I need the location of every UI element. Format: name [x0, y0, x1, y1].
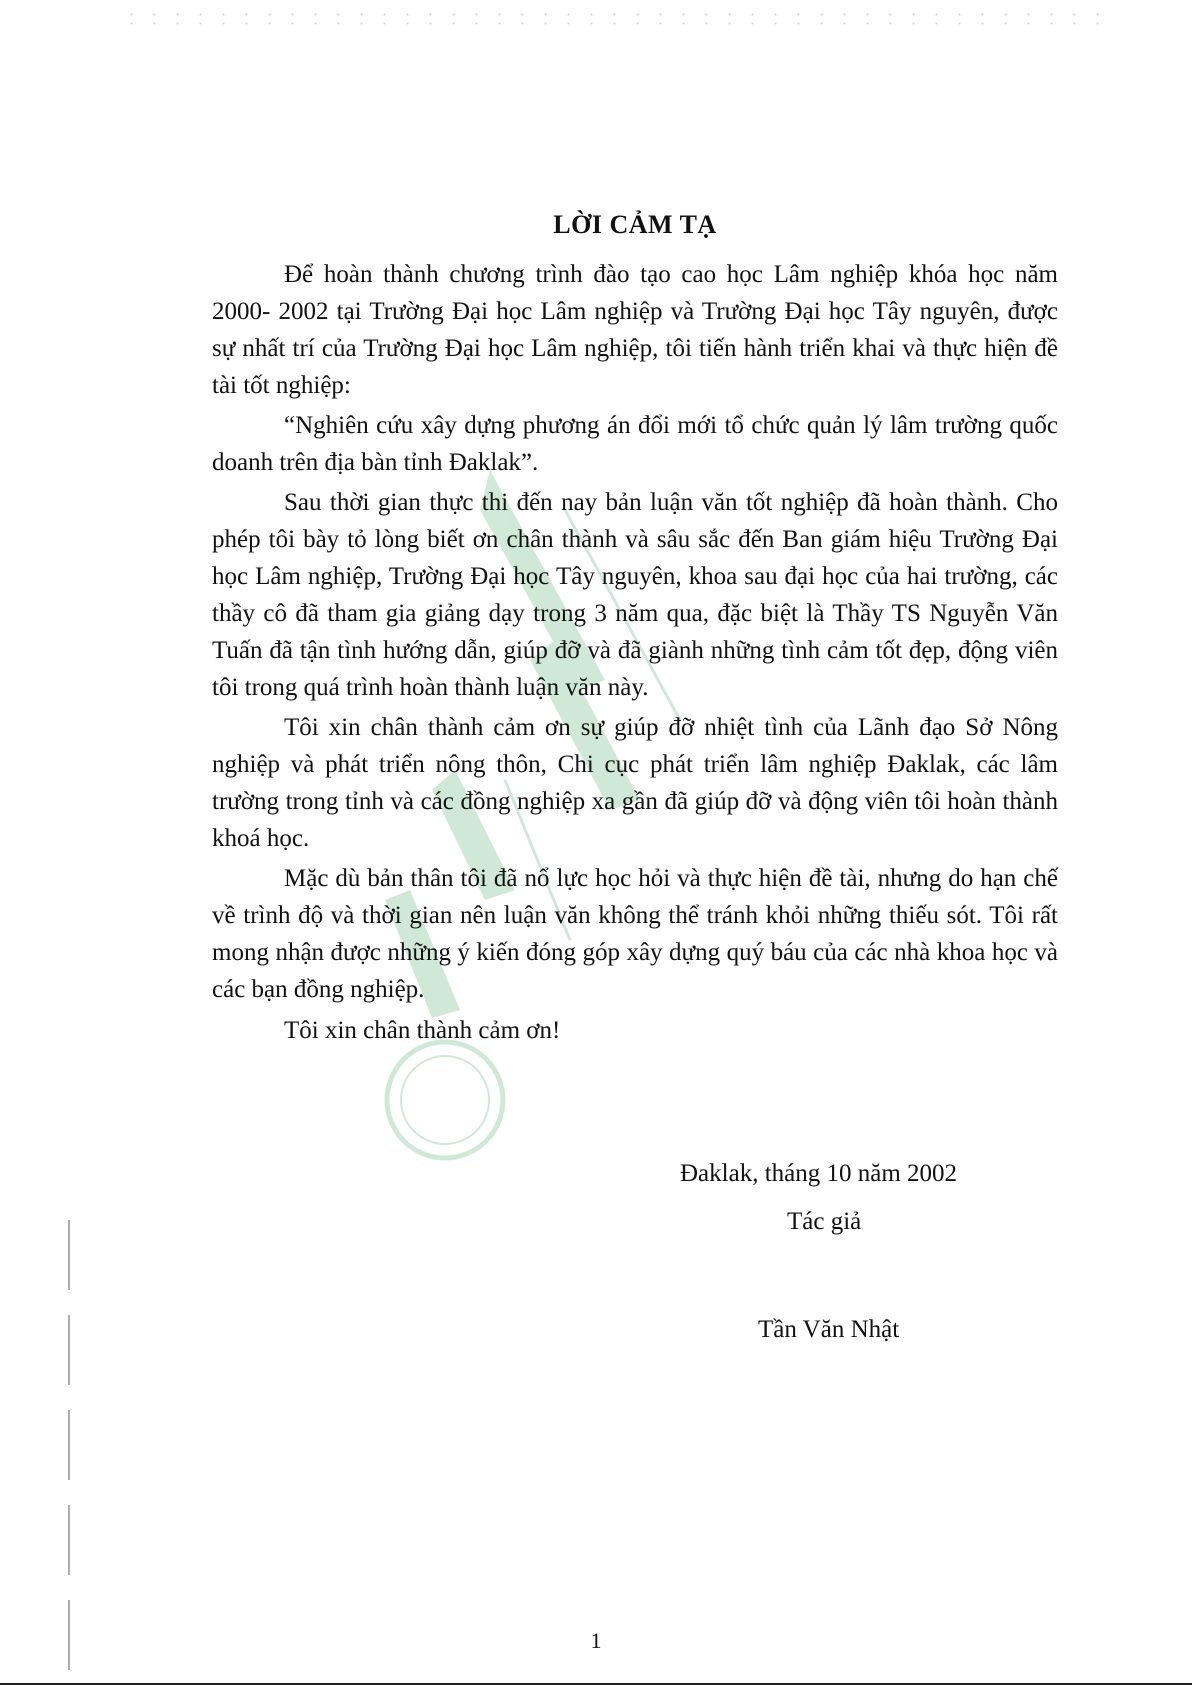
paragraph-closing: Tôi xin chân thành cảm ơn! — [284, 1017, 561, 1044]
page-number: 1 — [590, 1628, 602, 1653]
scan-edge-left — [68, 1220, 70, 1680]
author-role: Tác giả — [787, 1208, 862, 1235]
paragraph-thanks-university: Sau thời gian thực thi đến nay bản luận văn tốt nghiệp đã hoàn thành. Cho phép tôi bày tỏ lòng biết ơn chân thành và sâu sắc đến Ban giám hiệu Trường Đại học Lâm nghiệp, Trường Đại học Tây nguyên, khoa sau đại học của hai trường, các thầy cô đã tham gia giảng dạy trong 3 năm qua, đặc biệt là Thầy TS Nguyễn Văn Tuấn đã tận tình hướng dẫn, giúp đỡ và đã giành những tình cảm tốt đẹp, động viên tôi trong quá trình hoàn thành luận văn này. — [212, 489, 1058, 701]
paragraph-intro: Để hoàn thành chương trình đào tạo cao học Lâm nghiệp khóa học năm 2000- 2002 tại Trường Đại học Lâm nghiệp và Trường Đại học Tây nguyên, được sự nhất trí của Trường Đại học Lâm nghiệp, tôi tiến hành triển khai và thực hiện đề tài tốt nghiệp: — [212, 261, 1058, 399]
acknowledgement-page — [212, 196, 1058, 1052]
place-and-date: Đaklak, tháng 10 năm 2002 — [680, 1160, 958, 1187]
paragraph-limitations: Mặc dù bản thân tôi đã nổ lực học hỏi và thực hiện đề tài, nhưng do hạn chế về trình độ và thời gian nên luận văn không thể tránh khỏi những thiếu sót. Tôi rất mong nhận được những ý kiến đóng góp xây dựng quý báu của các nhà khoa học và các bạn đồng nghiệp. — [212, 865, 1058, 1003]
paragraph-thesis-title: “Nghiên cứu xây dựng phương án đổi mới tổ chức quản lý lâm trường quốc doanh trên địa bàn tỉnh Đaklak”. — [212, 412, 1058, 476]
scan-noise-top — [120, 10, 1100, 28]
author-name: Tần Văn Nhật — [758, 1316, 900, 1343]
page-title: LỜI CẢM TẠ — [553, 210, 717, 239]
paragraph-thanks-agencies: Tôi xin chân thành cảm ơn sự giúp đỡ nhiệt tình của Lãnh đạo Sở Nông nghiệp và phát triển nông thôn, Chi cục phát triển lâm nghiệp Đaklak, các lâm trường trong tỉnh và các đồng nghiệp xa gần đã giúp đỡ và động viên tôi hoàn thành khoá học. — [212, 714, 1058, 852]
